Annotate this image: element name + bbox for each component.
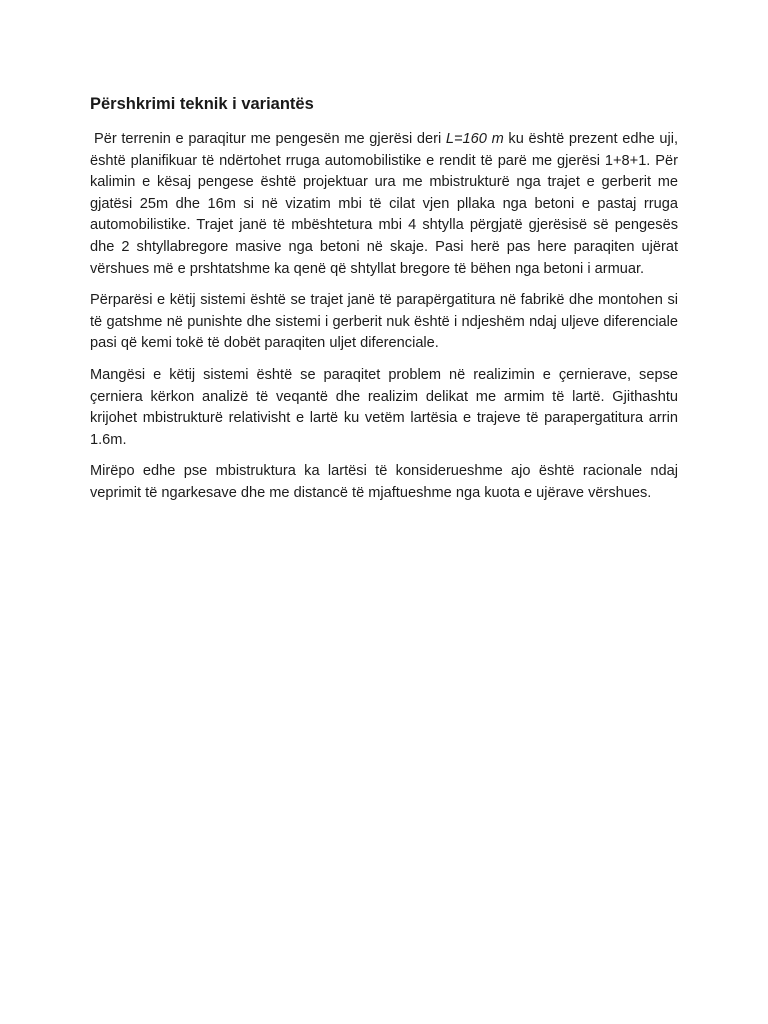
paragraph-1-rest: ku është prezent edhe uji, është planifikuar të ndërtohet rruga automobilistike e rendit të parë me gjerësi 1+8+1. Për kalimin e kësaj pengese është projektuar ura me mbistrukturë nga trajet e gerberit me gjatësi 25m dhe 16m si në vizatim mbi të cilat vjen pllaka nga betoni e pastaj rruga automobilistike. Trajet janë të mbështetura mbi 4 shtylla përgjatë gjerësisë së pengesës dhe 2 shtyllabregore masive nga betoni në skaje. Pasi herë pas here paraqiten ujërat vërshues më e prshtatshme ka qenë që shtyllat bregore të bëhen nga betoni i armuar. — [90, 131, 679, 277]
span-length-value: L=160 m — [445, 131, 504, 147]
document-body — [90, 93, 678, 515]
document-title: Përshkrimi teknik i variantës — [90, 95, 314, 113]
paragraph-advantages: Përparësi e këtij sistemi është se trajet janë të parapërgatitura në fabrikë dhe montohen si të gatshme në punishte dhe sistemi i gerberit nuk është i ndjeshëm ndaj uljeve diferenciale pasi që kemi tokë të dobët paraqiten uljet diferenciale. — [90, 292, 678, 352]
paragraph-1-start: Për terrenin e paraqitur me pengesën me gjerësi deri — [94, 131, 446, 147]
paragraph-disadvantages: Mangësi e këtij sistemi është se paraqitet problem në realizimin e çernierave, sepse çerniera kërkon analizë të veqantë dhe realizim delikat me armim të lartë. Gjithashtu krijohet mbistrukturë relativisht e lartë ku vetëm lartësia e trajeve të parapergatitura arrin 1.6m. — [90, 366, 678, 448]
paragraph-conclusion: Mirëpo edhe pse mbistruktura ka lartësi të konsiderueshme ajo është racionale ndaj veprimit të ngarkesave dhe me distancë të mjaftueshme nga kuota e ujërave vërshues. — [90, 463, 678, 501]
paragraph-terrain-description — [90, 129, 678, 280]
